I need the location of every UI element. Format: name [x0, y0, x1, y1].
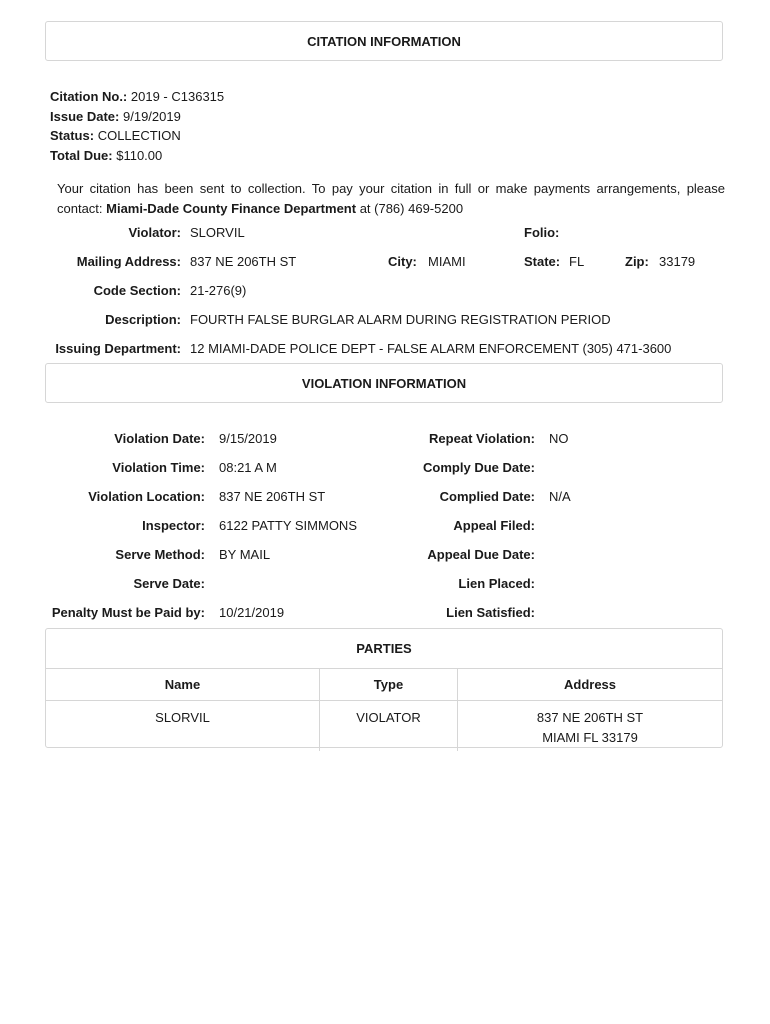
table-row: [46, 701, 722, 752]
mailing-address-label: Mailing Address:: [76, 254, 181, 269]
lien-placed-label: Lien Placed:: [458, 576, 535, 591]
penalty-due-value: 10/21/2019: [219, 605, 285, 620]
citation-information-header: [45, 21, 723, 61]
status-row: Status: COLLECTION: [50, 128, 181, 143]
serve-method-label: Serve Method:: [115, 547, 205, 562]
inspector-label: Inspector:: [142, 518, 205, 533]
comply-due-date-label: Comply Due Date:: [423, 460, 535, 475]
code-section-value: 21-276(9): [190, 283, 247, 298]
violation-date-value: 9/15/2019: [219, 431, 277, 446]
penalty-due-label: Penalty Must be Paid by:: [51, 605, 205, 620]
violation-information-header: [45, 363, 723, 403]
finance-department-name: Miami-Dade County Finance Department: [106, 200, 357, 216]
violation-location-value: 837 NE 206TH ST: [219, 489, 326, 504]
column-header-address: Address: [458, 669, 723, 701]
repeat-violation-label: Repeat Violation:: [429, 431, 535, 446]
issue-date-row: Issue Date: 9/19/2019: [50, 108, 181, 124]
citation-information-title: CITATION INFORMATION: [307, 33, 461, 49]
party-address-line2: MIAMI FL 33179: [542, 729, 638, 745]
violation-time-label: Violation Time:: [112, 460, 205, 475]
city-label: City:: [388, 254, 417, 269]
citation-number: 2019 - C136315: [130, 89, 225, 104]
inspector-value: 6122 PATTY SIMMONS: [219, 518, 357, 533]
state-label: State:: [524, 254, 561, 269]
city-value: MIAMI: [428, 254, 466, 269]
parties-title: PARTIES: [46, 629, 722, 669]
description-label: Description:: [105, 312, 181, 327]
serve-method-value: BY MAIL: [219, 547, 271, 562]
status-value: COLLECTION: [97, 128, 181, 143]
issuing-department-value: 12 MIAMI-DADE POLICE DEPT - FALSE ALARM ENFORCEMENT (305) 471-3600: [190, 341, 672, 356]
citation-summary: [50, 87, 224, 165]
citation-number-row: Citation No.: 2019 - C136315: [50, 89, 225, 104]
mailing-address-value: 837 NE 206TH ST: [190, 254, 297, 269]
parties-header-row: [46, 669, 722, 701]
issuing-department-label: Issuing Department:: [55, 341, 181, 356]
party-address-line1: 837 NE 206TH ST: [536, 710, 644, 725]
parties-panel: [45, 628, 723, 748]
total-due-row: Total Due: $110.00: [50, 147, 163, 163]
party-name: SLORVIL: [46, 701, 320, 752]
parties-table: [46, 669, 722, 751]
violation-location-label: Violation Location:: [88, 489, 205, 504]
violation-date-label: Violation Date:: [114, 431, 205, 446]
zip-label: Zip:: [625, 254, 649, 269]
column-header-name: Name: [46, 669, 320, 701]
collection-notice: Your citation has been sent to collection. To pay your citation in full or make payments arrangements, please contact: Miami-Dade County Finance Department at (786) 469-5200: [57, 181, 725, 216]
violation-information-title: VIOLATION INFORMATION: [301, 375, 467, 391]
repeat-violation-value: NO: [549, 431, 569, 446]
lien-satisfied-label: Lien Satisfied:: [446, 605, 535, 620]
party-address: [458, 701, 723, 752]
appeal-filed-label: Appeal Filed:: [453, 518, 535, 533]
complied-date-value: N/A: [549, 489, 571, 504]
column-header-type: Type: [320, 669, 458, 701]
violator-label: Violator:: [128, 225, 181, 240]
description-value: FOURTH FALSE BURGLAR ALARM DURING REGISTRATION PERIOD: [190, 312, 611, 327]
code-section-label: Code Section:: [93, 283, 181, 298]
violation-time-value: 08:21 A M: [219, 460, 277, 475]
issue-date: 9/19/2019: [123, 108, 181, 124]
party-type: VIOLATOR: [320, 701, 458, 752]
folio-label: Folio:: [524, 225, 560, 240]
serve-date-label: Serve Date:: [133, 576, 205, 591]
total-due: $110.00: [116, 147, 163, 163]
state-value: FL: [569, 254, 585, 269]
violator-value: SLORVIL: [190, 225, 245, 240]
zip-value: 33179: [659, 254, 696, 269]
appeal-due-date-label: Appeal Due Date:: [427, 547, 535, 562]
complied-date-label: Complied Date:: [439, 489, 535, 504]
